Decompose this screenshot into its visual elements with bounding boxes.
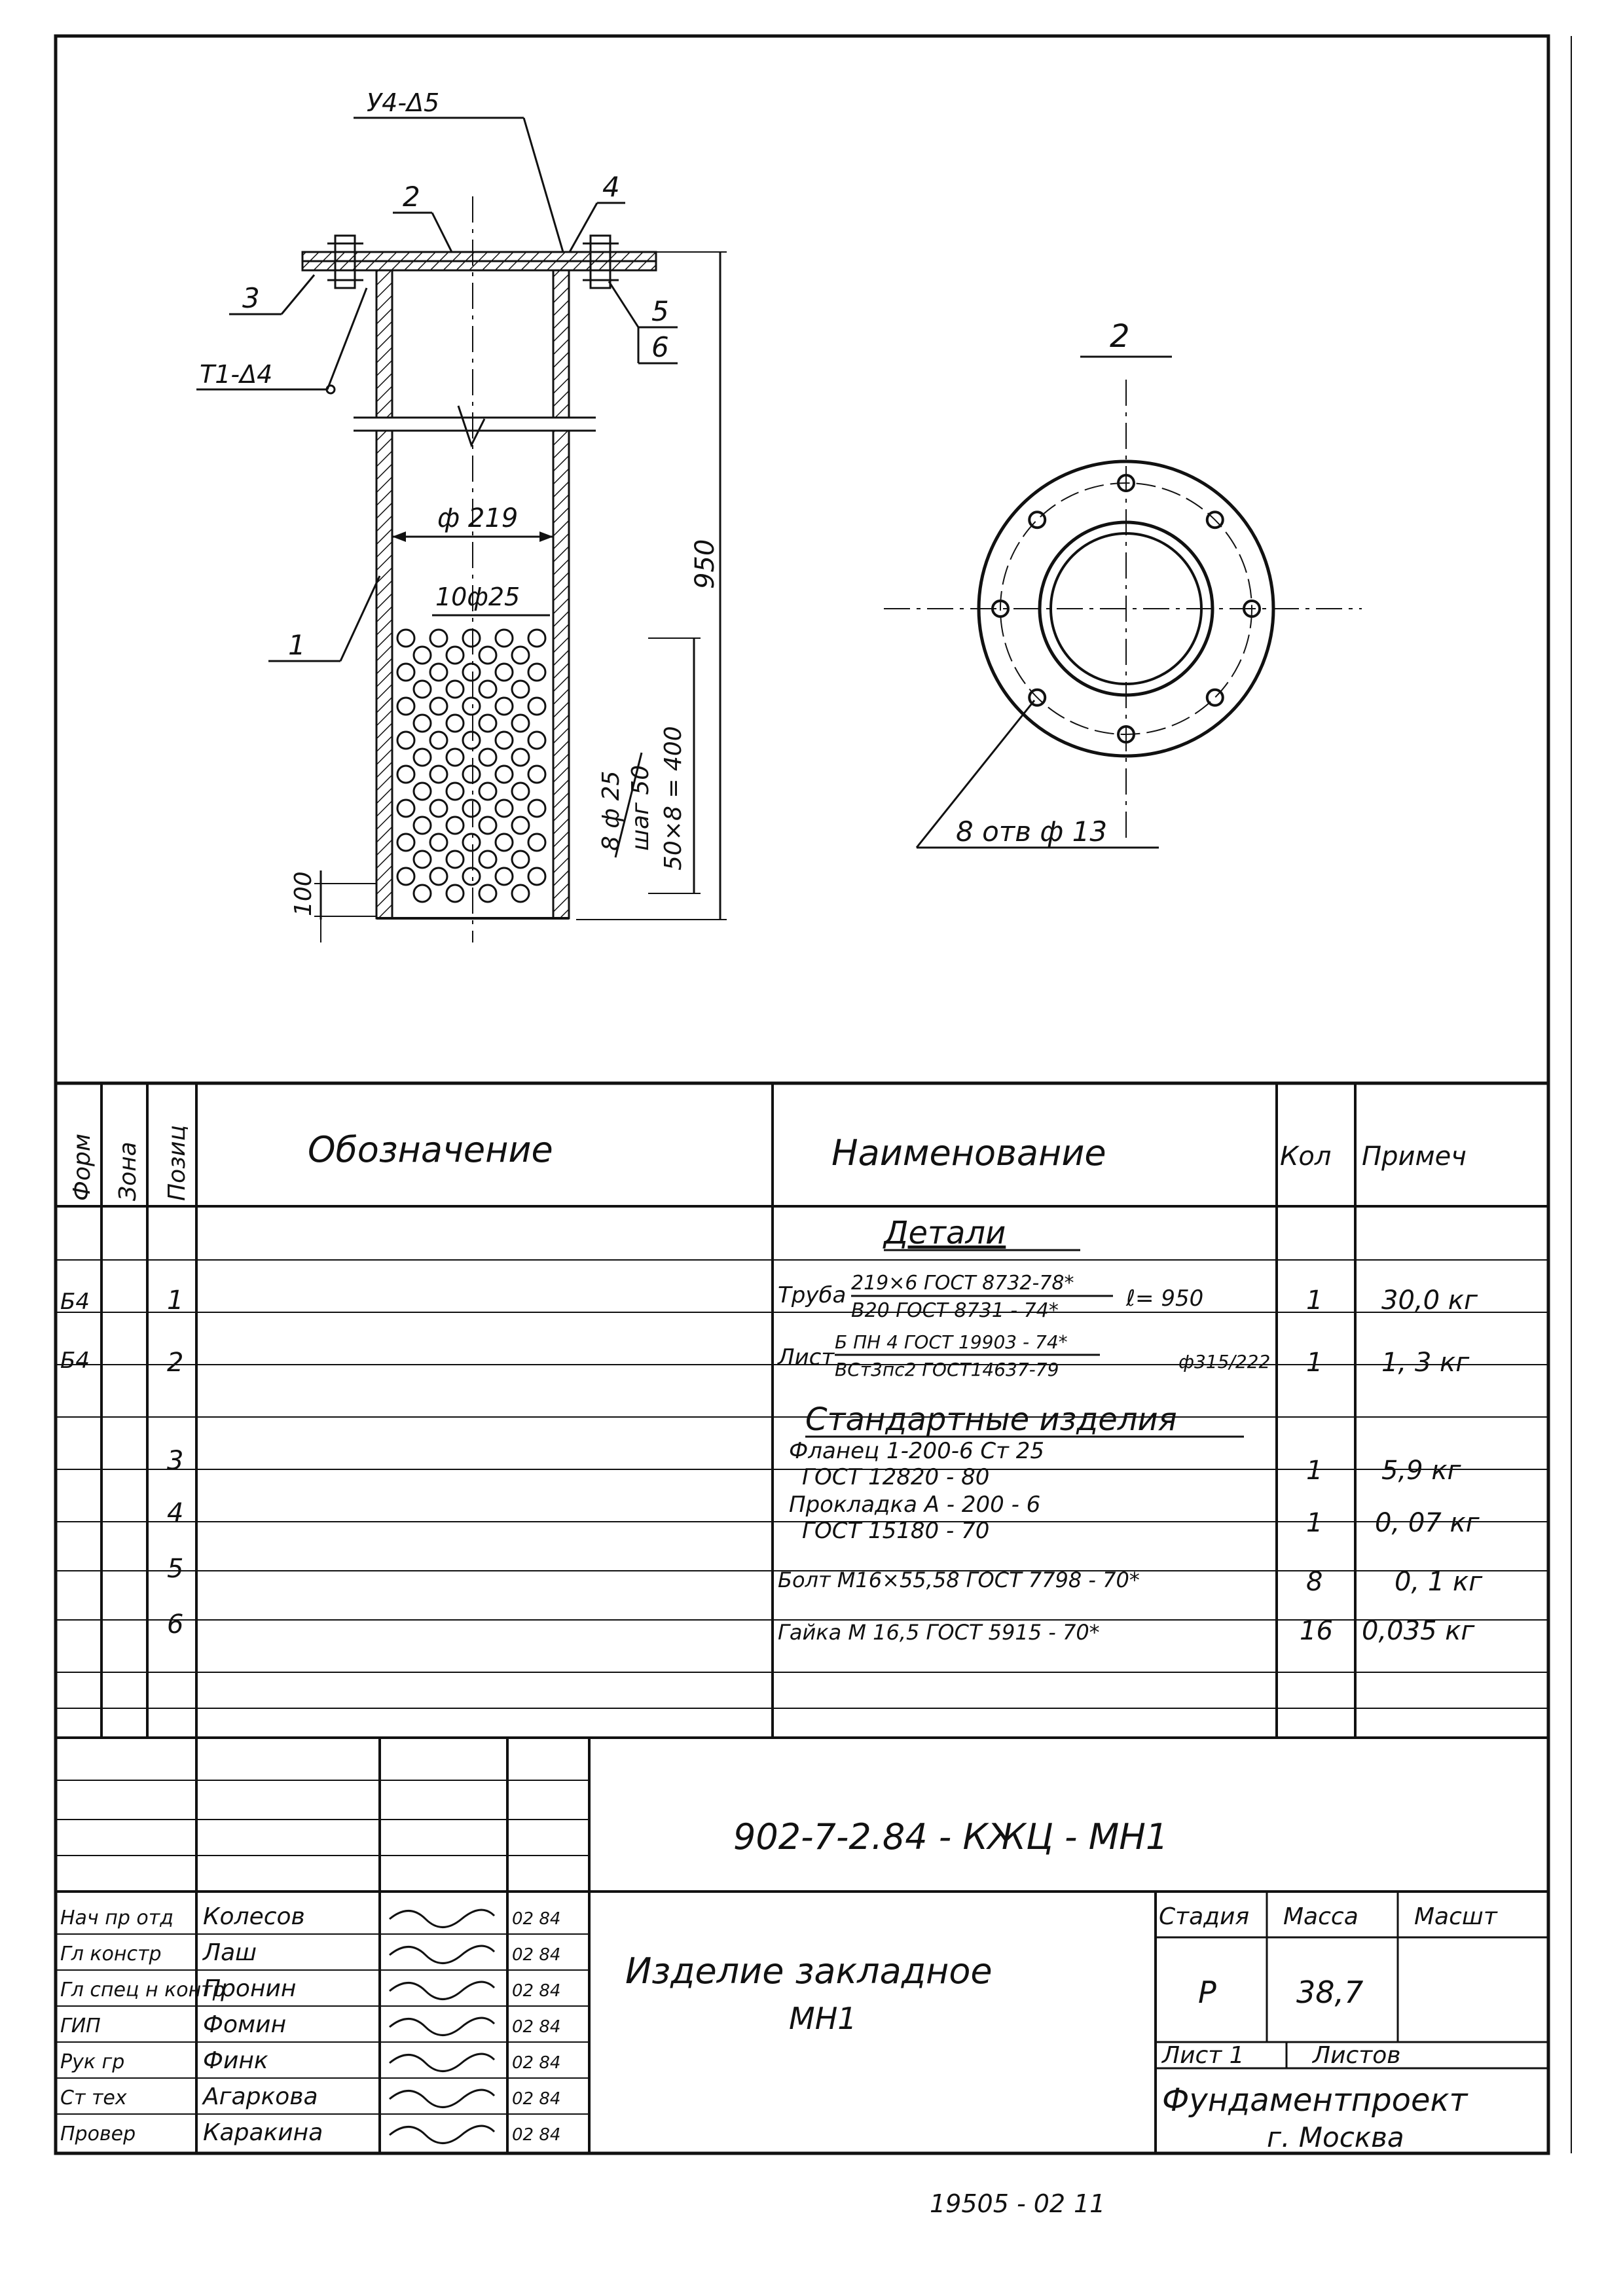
perforation-hole [397, 698, 414, 715]
perforation-hole [447, 715, 464, 732]
row-name-prefix: Труба [778, 1282, 847, 1308]
perforation-hole [496, 868, 513, 885]
perforation-hole [447, 817, 464, 834]
perforation-hole [397, 868, 414, 885]
spec-row-6 [167, 1609, 1475, 1646]
flange-bolt-hole [1207, 690, 1223, 706]
perforation-hole [397, 630, 414, 647]
handwritten-signature [390, 1982, 494, 1999]
perforation-hole [496, 732, 513, 749]
perforation-hole [414, 715, 431, 732]
row-position: 5 [167, 1554, 184, 1584]
signature-role: Гл констр [60, 1943, 162, 1965]
position-label-3: 3 [242, 282, 260, 314]
perforation-hole [479, 851, 496, 868]
perforation-hole [496, 698, 513, 715]
perforation-hole [479, 885, 496, 902]
perforation-hole [397, 800, 414, 817]
row-note: 1, 3 кг [1381, 1348, 1470, 1378]
perforation-hole [463, 834, 480, 851]
handwritten-signature [390, 1910, 494, 1927]
row-name-bottom: ВСт3пс2 ГОСТ14637-79 [835, 1359, 1059, 1380]
perforation-hole [397, 664, 414, 681]
row-qty: 1 [1306, 1285, 1323, 1316]
spec-table-header [69, 1125, 1467, 1201]
signature-date: 02 84 [512, 2125, 561, 2145]
row-format: Б4 [60, 1289, 90, 1315]
perforation-hole [496, 800, 513, 817]
page-number: 11 [1074, 2189, 1106, 2218]
weld-label-top: У4-Δ5 [367, 88, 440, 117]
perforation-hole [512, 647, 529, 664]
signature-name: Лаш [203, 1939, 257, 1966]
row-qty: 1 [1306, 1508, 1323, 1538]
row-name-suffix: ℓ= 950 [1126, 1285, 1204, 1312]
signature-role: ГИП [60, 2015, 101, 2037]
weld-label-side: Т1-Δ4 [200, 360, 273, 389]
perforation-hole [512, 715, 529, 732]
perforation-hole [479, 783, 496, 800]
signature-rows [60, 1903, 560, 2146]
signature-date: 02 84 [512, 1909, 561, 1929]
signature-date: 02 84 [512, 1945, 561, 1965]
row-note: 0,035 кг [1362, 1616, 1475, 1646]
perforation-hole [463, 664, 480, 681]
perforation-hole [528, 664, 545, 681]
perforation-hole [447, 647, 464, 664]
perforation-hole [512, 817, 529, 834]
perforation-hole [397, 834, 414, 851]
perforation-hole [430, 800, 447, 817]
perforation-hole [463, 868, 480, 885]
perforation-hole [447, 783, 464, 800]
handwritten-signature [390, 2126, 494, 2143]
handwritten-signature [390, 2018, 494, 2035]
position-label-5: 5 [651, 295, 669, 327]
row-name-bottom: В20 ГОСТ 8731 - 74* [851, 1299, 1059, 1322]
perforation-hole [512, 783, 529, 800]
perforation-hole [496, 630, 513, 647]
perforation-hole [414, 681, 431, 698]
signature-name: Финк [203, 2047, 268, 2074]
scale-label: Масшт [1414, 1903, 1497, 1930]
spec-row-5 [167, 1554, 1483, 1597]
dimension-perforation-length: 50×8 = 400 [660, 726, 687, 870]
perforation-hole [528, 766, 545, 783]
row-note: 30,0 кг [1381, 1285, 1478, 1316]
row-name-line1: Фланец 1-200-6 Ст 25 [789, 1438, 1045, 1464]
row-position: 3 [167, 1446, 184, 1476]
flange-plan-view [884, 357, 1362, 848]
perforation-hole [512, 749, 529, 766]
perforation-hole [430, 732, 447, 749]
header-name: Наименование [831, 1132, 1106, 1174]
row-note: 0, 1 кг [1395, 1567, 1483, 1597]
signature-name: Колесов [203, 1903, 305, 1930]
flange-holes-label: 8 отв ф 13 [956, 816, 1108, 848]
stage-value: Р [1198, 1975, 1216, 2010]
perforation-hole [447, 681, 464, 698]
perforation-hole [528, 698, 545, 715]
organization-city: г. Москва [1267, 2121, 1404, 2153]
archive-number: 19505 - 02 [930, 2189, 1066, 2218]
mass-value: 38,7 [1296, 1975, 1364, 2010]
perforation-hole [447, 851, 464, 868]
row-name-line1: Гайка М 16,5 ГОСТ 5915 - 70* [778, 1620, 1100, 1645]
perforation-hole [397, 766, 414, 783]
dimension-hole-pitch: шаг 50 [627, 764, 654, 851]
signature-name: Каракина [203, 2119, 323, 2146]
perforation-hole [447, 885, 464, 902]
position-label-6: 6 [651, 331, 669, 363]
elevation-labels [200, 88, 720, 916]
perforation-hole [414, 817, 431, 834]
perforation-hole [463, 698, 480, 715]
signature-role: Рук гр [60, 2051, 125, 2073]
dimension-total-length: 950 [690, 539, 720, 589]
perforation-hole [528, 834, 545, 851]
signature-role: Ст тех [60, 2087, 127, 2109]
document-code: 902-7-2.84 - КЖЦ - МН1 [733, 1816, 1169, 1857]
row-qty: 1 [1306, 1348, 1323, 1378]
signature-date: 02 84 [512, 2089, 561, 2109]
perforation-hole [479, 681, 496, 698]
row-name-line2: ГОСТ 15180 - 70 [802, 1518, 990, 1544]
perforation-hole [430, 630, 447, 647]
row-position: 2 [167, 1348, 184, 1378]
perforation-hole [512, 885, 529, 902]
row-name-line1: Прокладка А - 200 - 6 [789, 1492, 1041, 1518]
perforation-hole [496, 834, 513, 851]
mass-label: Масса [1283, 1903, 1359, 1930]
title-line-1: Изделие закладное [625, 1950, 993, 1992]
spec-row-4 [167, 1492, 1480, 1544]
title-line-2: МН1 [789, 2001, 857, 2036]
perforation-hole [463, 800, 480, 817]
spec-row-2 [60, 1331, 1470, 1380]
perforation-hole [414, 851, 431, 868]
row-note: 5,9 кг [1381, 1456, 1461, 1486]
spec-row-1 [60, 1272, 1478, 1322]
signature-date: 02 84 [512, 2017, 561, 2037]
signature-role: Гл спец н контр [60, 1979, 225, 2001]
perforation-hole [414, 749, 431, 766]
header-position: Позиц [164, 1124, 191, 1201]
header-note: Примеч [1362, 1141, 1467, 1172]
dimension-holes-side: 8 ф 25 [598, 770, 625, 851]
perforation-hole [512, 851, 529, 868]
perforation-hole [512, 681, 529, 698]
perforation-hole [528, 868, 545, 885]
perforation-hole [528, 800, 545, 817]
row-format: Б4 [60, 1348, 90, 1374]
dimension-holes-top: 10ф25 [435, 583, 520, 611]
row-qty: 8 [1306, 1567, 1323, 1597]
perforation-hole [430, 868, 447, 885]
row-position: 4 [167, 1498, 184, 1528]
signature-name: Агаркова [203, 2083, 318, 2110]
row-note: 0, 07 кг [1375, 1508, 1480, 1538]
perforation-hole [463, 732, 480, 749]
row-position: 6 [167, 1609, 184, 1640]
position-label-2: 2 [403, 181, 420, 213]
perforation-hole [430, 766, 447, 783]
flange-bolt-hole [1029, 512, 1045, 528]
perforation-hole [397, 732, 414, 749]
stage-label: Стадия [1159, 1903, 1250, 1930]
perforation-hole [479, 749, 496, 766]
signature-role: Провер [60, 2123, 136, 2145]
perforation-hole [463, 766, 480, 783]
handwritten-signature [390, 2054, 494, 2071]
row-name-top: 219×6 ГОСТ 8732-78* [851, 1272, 1074, 1295]
row-position: 1 [167, 1285, 184, 1316]
handwritten-signature [390, 2090, 494, 2107]
row-qty: 16 [1300, 1616, 1333, 1646]
perforation-hole [528, 630, 545, 647]
header-zone: Зона [115, 1141, 141, 1201]
row-name-top: Б ПН 4 ГОСТ 19903 - 74* [835, 1331, 1068, 1353]
perforation-hole [479, 817, 496, 834]
dimension-bottom: 100 [290, 871, 317, 916]
perforation-hole [479, 647, 496, 664]
signature-date: 02 84 [512, 1981, 561, 2001]
perforation-hole [496, 664, 513, 681]
signature-role: Нач пр отд [60, 1907, 173, 1929]
perforation-hole [414, 647, 431, 664]
perforation-hole [447, 749, 464, 766]
perforation-hole [414, 885, 431, 902]
row-qty: 1 [1306, 1456, 1323, 1486]
position-label-4: 4 [602, 171, 620, 203]
perforation-holes [397, 630, 545, 902]
perforation-hole [528, 732, 545, 749]
handwritten-signature [390, 1946, 494, 1963]
row-name-line1: Болт М16×55,58 ГОСТ 7798 - 70* [778, 1568, 1140, 1592]
view-label: 2 [1110, 318, 1130, 355]
sheet-label: Лист 1 [1162, 2042, 1245, 2069]
organization-name: Фундаментпроект [1162, 2082, 1468, 2119]
spec-row-3 [167, 1438, 1461, 1490]
section-parts: Детали [884, 1215, 1006, 1251]
perforation-hole [430, 698, 447, 715]
sheets-label: Листов [1313, 2042, 1401, 2069]
perforation-hole [430, 834, 447, 851]
perforation-hole [414, 783, 431, 800]
position-label-1: 1 [288, 629, 306, 661]
signature-name: Фомин [203, 2011, 287, 2038]
header-designation: Обозначение [308, 1129, 553, 1170]
perforation-hole [479, 715, 496, 732]
dimension-pipe-diameter: ф 219 [437, 503, 519, 533]
row-name-line2: ГОСТ 12820 - 80 [802, 1464, 990, 1490]
signature-name: Пронин [203, 1975, 297, 2002]
header-format: Форм [69, 1133, 96, 1201]
header-qty: Кол [1280, 1141, 1332, 1172]
perforation-hole [496, 766, 513, 783]
row-name-prefix: Лист [778, 1344, 835, 1371]
perforation-hole [463, 630, 480, 647]
signature-date: 02 84 [512, 2053, 561, 2073]
row-name-suffix: ф315/222 [1178, 1351, 1271, 1372]
section-standard: Стандартные изделия [805, 1401, 1177, 1438]
perforation-hole [430, 664, 447, 681]
